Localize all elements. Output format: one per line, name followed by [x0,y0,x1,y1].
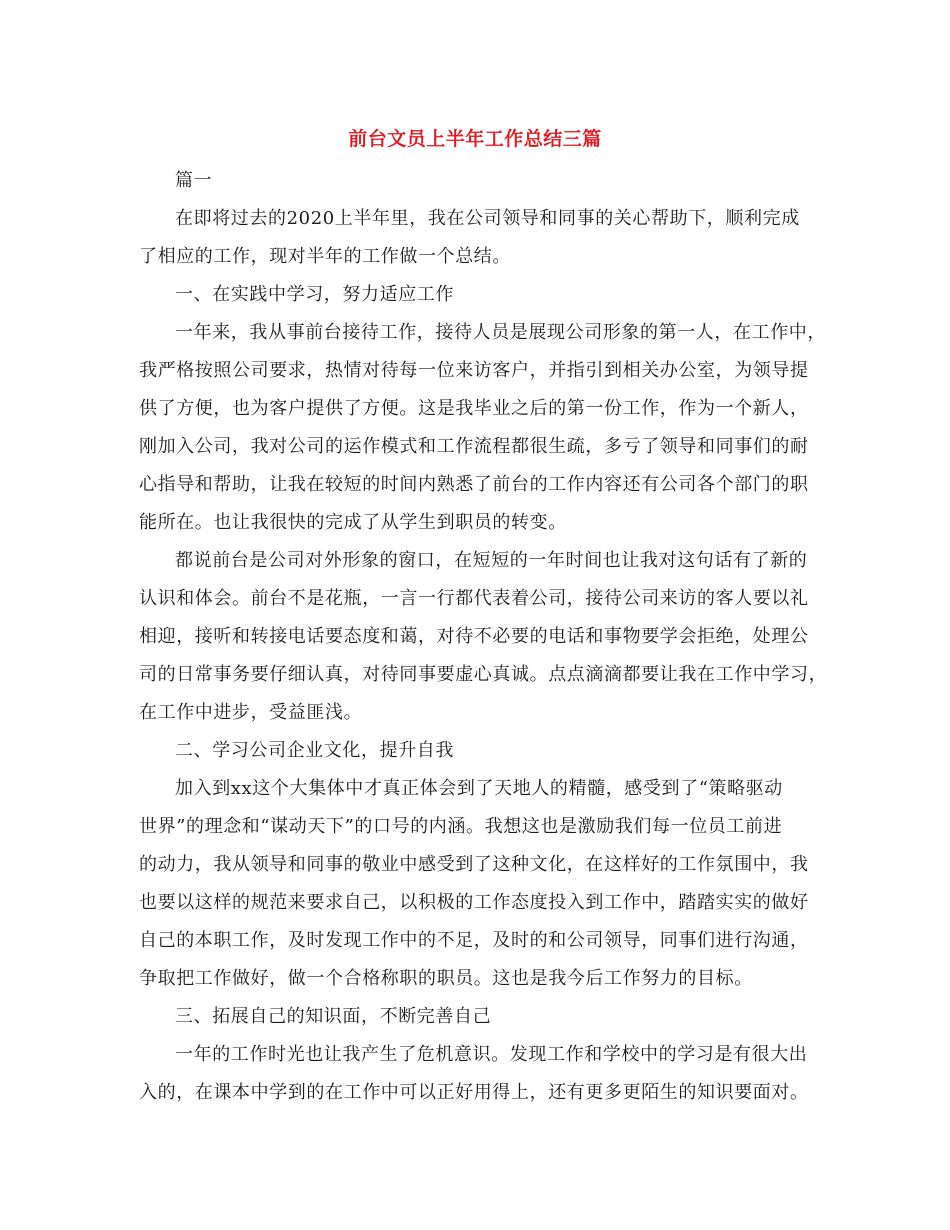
paragraph-line: 自己的本职工作，及时发现工作中的不足，及时的和公司领导，同事们进行沟通， [139,930,809,951]
section-heading: 二、学习公司企业文化，提升自我 [175,740,454,761]
paragraph-line: 刚加入公司，我对公司的运作模式和工作流程都很生疏，多亏了领导和同事们的耐 [139,436,809,457]
paragraph-line: 在工作中进步，受益匪浅。 [139,702,363,723]
paragraph-line: 心指导和帮助，让我在较短的时间内熟悉了前台的工作内容还有公司各个部门的职 [139,474,809,495]
paragraph-line: 也要以这样的规范来要求自己，以积极的工作态度投入到工作中，踏踏实实的做好 [139,892,809,913]
paragraph-line: 的动力，我从领导和同事的敬业中感受到了这种文化，在这样好的工作氛围中，我 [139,854,809,875]
paragraph-line: 入的，在课本中学到的在工作中可以正好用得上，还有更多更陌生的知识要面对。 [139,1082,809,1103]
paragraph-line: 我严格按照公司要求，热情对待每一位来访客户，并指引到相关办公室，为领导提 [139,360,809,381]
paragraph-line: 能所在。也让我很快的完成了从学生到职员的转变。 [139,512,567,533]
document-title: 前台文员上半年工作总结三篇 [348,128,602,150]
paragraph-line: 认识和体会。前台不是花瓶，一言一行都代表着公司，接待公司来访的客人要以礼 [139,588,809,609]
paragraph-line: 司的日常事务要仔细认真，对待同事要虚心真诚。点点滴滴都要让我在工作中学习， [139,664,828,685]
paragraph-line: 供了方便，也为客户提供了方便。这是我毕业之后的第一份工作，作为一个新人， [139,398,809,419]
paragraph-line: 相迎，接听和转接电话要态度和蔼，对待不必要的电话和事物要学会拒绝，处理公 [139,626,809,647]
section-heading: 一、在实践中学习，努力适应工作 [175,284,454,305]
paragraph-line: 一年的工作时光也让我产生了危机意识。发现工作和学校中的学习是有很大出 [175,1044,808,1065]
paragraph-line: 世界”的理念和“谋动天下”的口号的内涵。我想这也是激励我们每一位员工前进 [139,816,783,837]
paragraph-line: 都说前台是公司对外形象的窗口，在短短的一年时间也让我对这句话有了新的 [175,550,808,571]
paragraph-line: 在即将过去的2020上半年里，我在公司领导和同事的关心帮助下，顺利完成 [175,208,800,229]
section-heading: 三、拓展自己的知识面，不断完善自己 [175,1006,492,1027]
section-heading-part-one: 篇一 [175,170,213,191]
paragraph-line: 加入到xx这个大集体中才真正体会到了天地人的精髓，感受到了“策略驱动 [175,778,783,799]
paragraph-line: 了相应的工作，现对半年的工作做一个总结。 [139,246,511,267]
paragraph-line: 争取把工作做好，做一个合格称职的职员。这也是我今后工作努力的目标。 [139,968,753,989]
paragraph-line: 一年来，我从事前台接待工作，接待人员是展现公司形象的第一人，在工作中， [175,322,826,343]
